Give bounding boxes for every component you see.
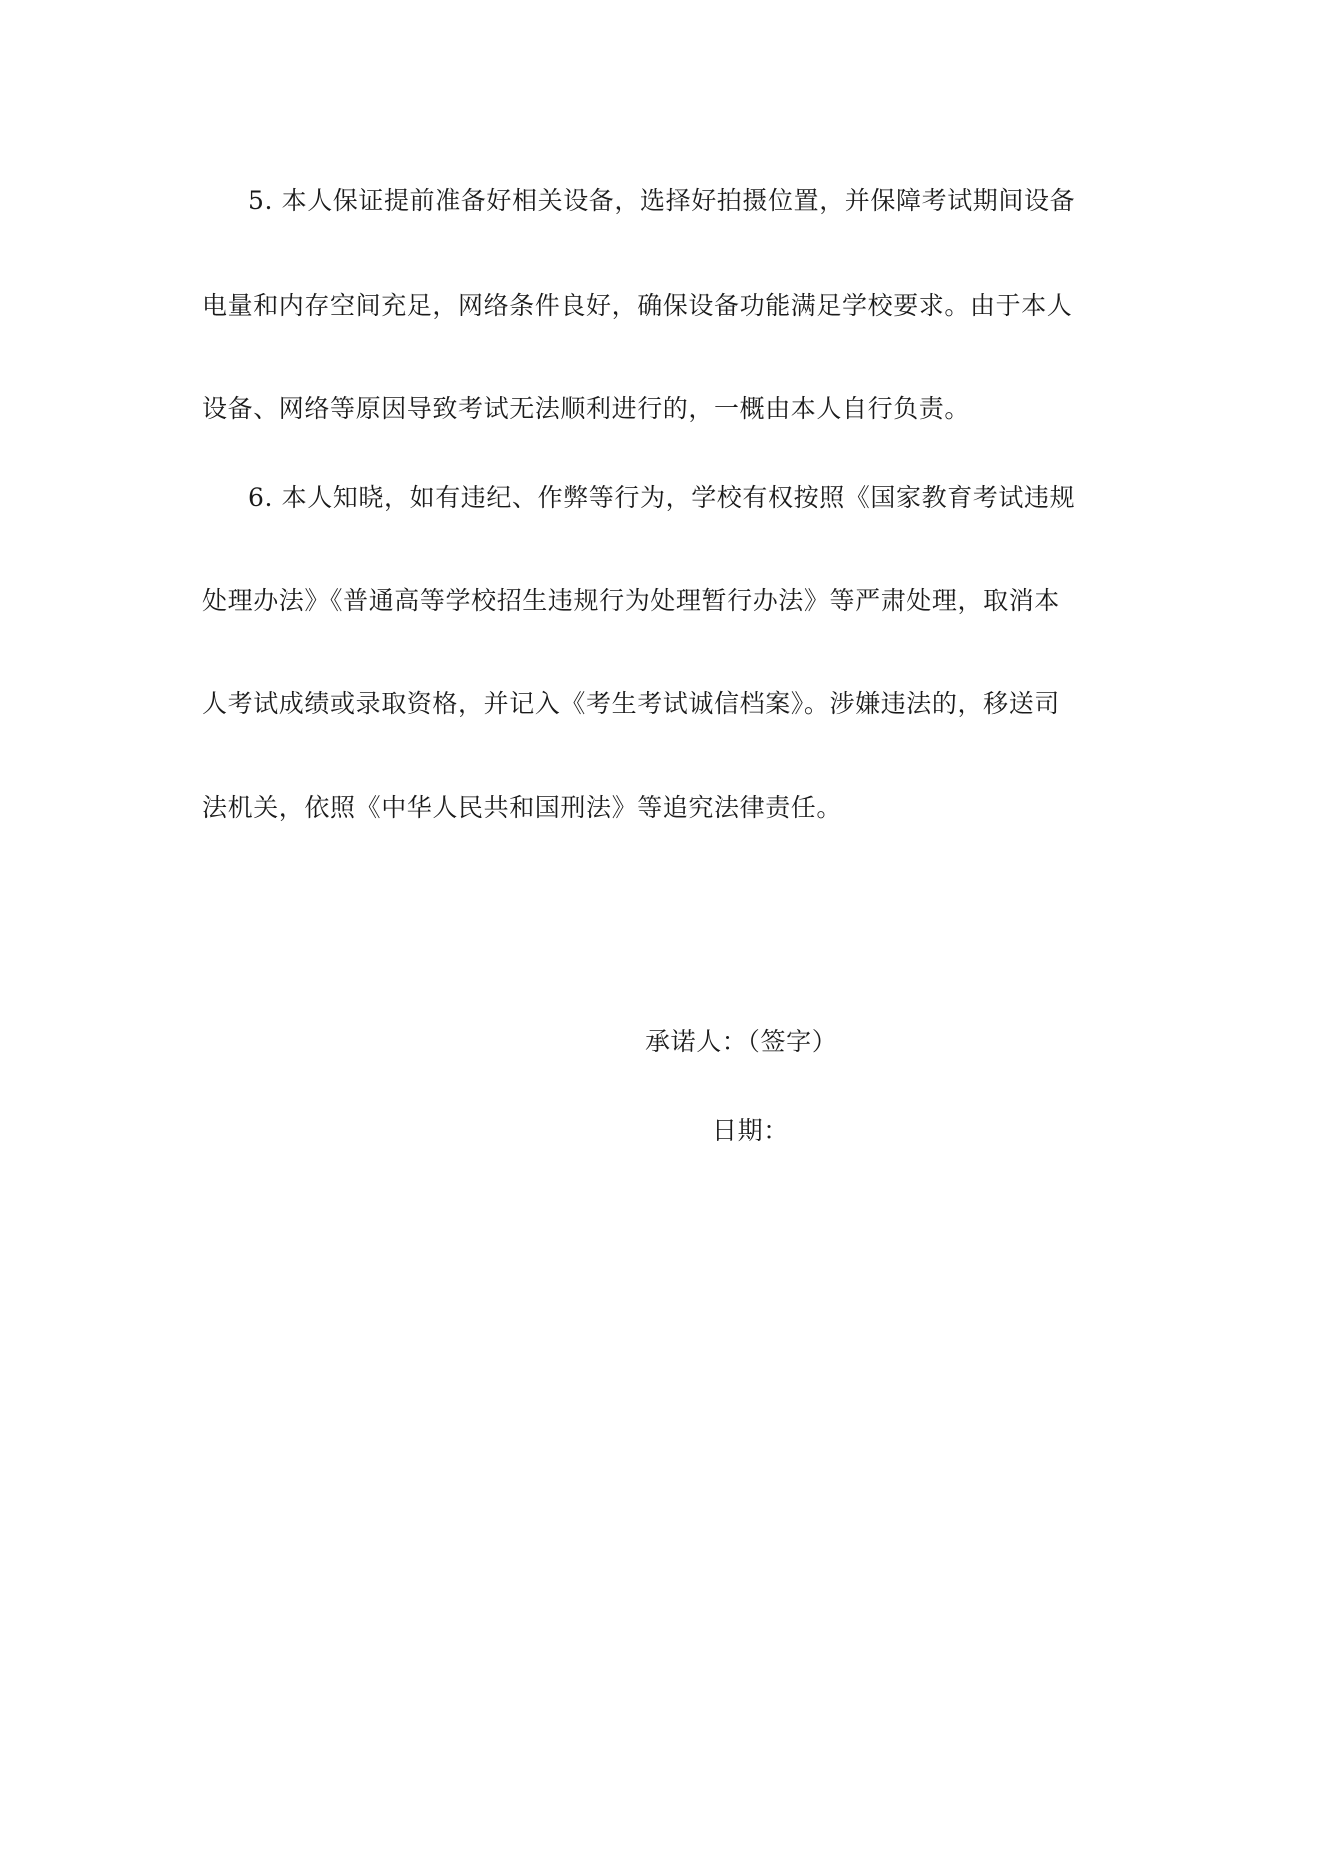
date-label: 日期： bbox=[712, 1116, 789, 1145]
paragraph-5-line-1: 5. 本人保证提前准备好相关设备，选择好拍摄位置，并保障考试期间设备 bbox=[248, 186, 1076, 215]
paragraph-5-line-3: 设备、网络等原因导致考试无法顺利进行的，一概由本人自行负责。 bbox=[202, 394, 971, 423]
paragraph-5-line-2: 电量和内存空间充足，网络条件良好，确保设备功能满足学校要求。由于本人 bbox=[202, 291, 1073, 320]
paragraph-6-line-3: 人考试成绩或录取资格，并记入《考生考试诚信档案》。涉嫌违法的，移送司 bbox=[202, 689, 1060, 718]
paragraph-6-line-1: 6. 本人知晓，如有违纪、作弊等行为，学校有权按照《国家教育考试违规 bbox=[248, 483, 1076, 512]
promisor-signature-label: 承诺人：（签字） bbox=[645, 1027, 838, 1056]
paragraph-6-line-4: 法机关，依照《中华人民共和国刑法》等追究法律责任。 bbox=[202, 793, 843, 822]
paragraph-6-line-2: 处理办法》《普通高等学校招生违规行为处理暂行办法》等严肃处理，取消本 bbox=[202, 586, 1060, 615]
